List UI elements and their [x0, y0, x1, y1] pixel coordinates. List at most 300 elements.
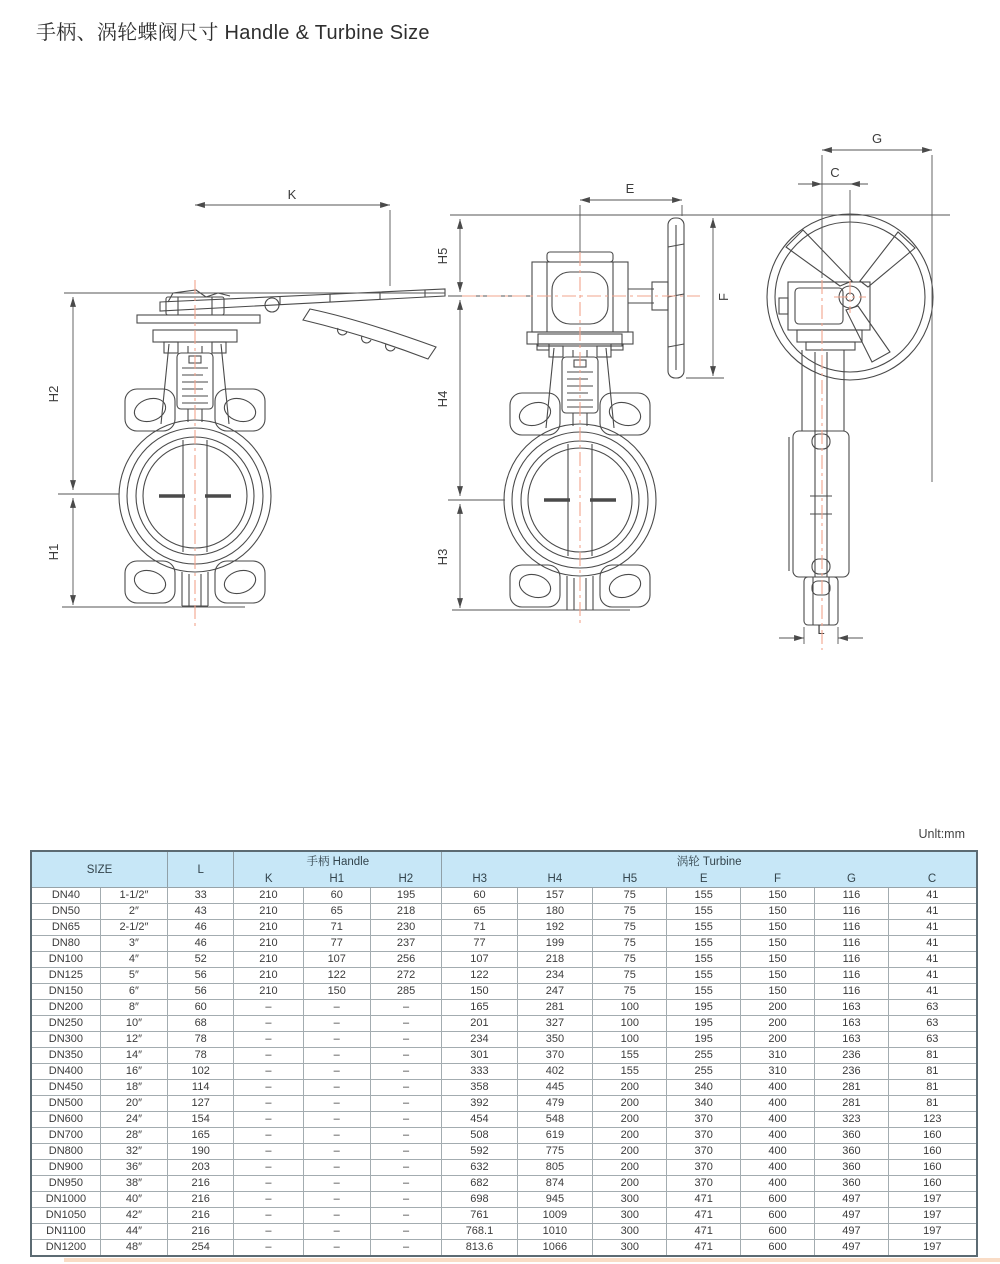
table-cell: –: [303, 1000, 370, 1016]
table-cell: DN700: [31, 1128, 100, 1144]
table-cell: 210: [234, 936, 303, 952]
table-cell: 114: [168, 1080, 234, 1096]
table-cell: 210: [234, 920, 303, 936]
table-cell: 18″: [100, 1080, 167, 1096]
table-cell: –: [234, 1224, 303, 1240]
header-h3: H3: [442, 870, 517, 888]
table-cell: 497: [815, 1240, 888, 1257]
dim-label-e: E: [625, 181, 635, 196]
table-cell: 619: [517, 1128, 592, 1144]
table-cell: –: [370, 1016, 441, 1032]
table-cell: 160: [888, 1128, 977, 1144]
table-cell: 60: [168, 1000, 234, 1016]
page-footer-accent: [64, 1258, 1000, 1262]
table-cell: 107: [303, 952, 370, 968]
header-l: L: [168, 851, 234, 888]
table-cell: 199: [517, 936, 592, 952]
table-cell: 155: [667, 968, 740, 984]
table-cell: 548: [517, 1112, 592, 1128]
table-cell: 163: [815, 1032, 888, 1048]
table-cell: 200: [593, 1112, 667, 1128]
table-cell: 508: [442, 1128, 517, 1144]
table-cell: 160: [888, 1176, 977, 1192]
table-cell: 44″: [100, 1224, 167, 1240]
table-cell: 237: [370, 936, 441, 952]
table-cell: –: [370, 1224, 441, 1240]
table-cell: 497: [815, 1208, 888, 1224]
table-cell: 200: [593, 1096, 667, 1112]
table-cell: 16″: [100, 1064, 167, 1080]
header-size: SIZE: [31, 851, 168, 888]
table-cell: 600: [740, 1208, 814, 1224]
table-cell: –: [234, 1016, 303, 1032]
table-cell: 102: [168, 1064, 234, 1080]
table-cell: –: [234, 1048, 303, 1064]
table-cell: 874: [517, 1176, 592, 1192]
table-cell: 157: [517, 888, 592, 904]
header-c: C: [888, 870, 977, 888]
table-cell: 155: [667, 888, 740, 904]
dim-label-l: L: [817, 622, 825, 637]
table-cell: –: [234, 1192, 303, 1208]
table-cell: 768.1: [442, 1224, 517, 1240]
table-cell: 116: [815, 904, 888, 920]
table-cell: 218: [370, 904, 441, 920]
table-cell: DN900: [31, 1160, 100, 1176]
header-h5: H5: [593, 870, 667, 888]
table-cell: 65: [442, 904, 517, 920]
table-cell: 370: [667, 1160, 740, 1176]
header-group-handle: 手柄 Handle: [234, 851, 442, 870]
table-cell: 116: [815, 888, 888, 904]
table-cell: 100: [593, 1032, 667, 1048]
table-cell: –: [370, 1240, 441, 1257]
dim-label-f: F: [716, 293, 731, 301]
table-cell: 60: [303, 888, 370, 904]
table-cell: 256: [370, 952, 441, 968]
table-cell: 195: [370, 888, 441, 904]
table-cell: 210: [234, 904, 303, 920]
table-cell: 272: [370, 968, 441, 984]
table-cell: 155: [667, 920, 740, 936]
table-row: [31, 1032, 977, 1048]
table-cell: –: [370, 1176, 441, 1192]
table-body: [31, 888, 977, 1257]
table-cell: 116: [815, 984, 888, 1000]
table-cell: 3″: [100, 936, 167, 952]
table-cell: 36″: [100, 1160, 167, 1176]
table-cell: –: [303, 1048, 370, 1064]
table-cell: 46: [168, 936, 234, 952]
table-cell: 154: [168, 1112, 234, 1128]
table-cell: 75: [593, 888, 667, 904]
table-cell: 234: [517, 968, 592, 984]
table-cell: 216: [168, 1192, 234, 1208]
table-cell: –: [370, 1112, 441, 1128]
header-g: G: [815, 870, 888, 888]
table-cell: 200: [593, 1144, 667, 1160]
header-h1: H1: [303, 870, 370, 888]
table-cell: 100: [593, 1000, 667, 1016]
table-cell: –: [370, 1144, 441, 1160]
table-cell: 201: [442, 1016, 517, 1032]
table-cell: 216: [168, 1208, 234, 1224]
table-cell: 400: [740, 1112, 814, 1128]
table-cell: 1-1/2″: [100, 888, 167, 904]
table-cell: 160: [888, 1160, 977, 1176]
table-row: [31, 1176, 977, 1192]
table-cell: 402: [517, 1064, 592, 1080]
table-cell: 454: [442, 1112, 517, 1128]
table-cell: 698: [442, 1192, 517, 1208]
table-cell: 150: [303, 984, 370, 1000]
table-cell: 600: [740, 1192, 814, 1208]
table-row: [31, 1208, 977, 1224]
table-cell: 203: [168, 1160, 234, 1176]
table-cell: 192: [517, 920, 592, 936]
table-cell: –: [370, 1128, 441, 1144]
table-cell: 14″: [100, 1048, 167, 1064]
table-cell: 195: [667, 1016, 740, 1032]
header-h2: H2: [370, 870, 441, 888]
table-cell: –: [370, 1048, 441, 1064]
table-cell: 281: [517, 1000, 592, 1016]
table-cell: 116: [815, 936, 888, 952]
table-row: [31, 1160, 977, 1176]
table-cell: 75: [593, 920, 667, 936]
table-cell: 68: [168, 1016, 234, 1032]
table-cell: 81: [888, 1080, 977, 1096]
table-cell: 155: [593, 1064, 667, 1080]
table-cell: 340: [667, 1080, 740, 1096]
table-cell: 400: [740, 1080, 814, 1096]
dim-label-h3: H3: [435, 548, 450, 566]
table-cell: 300: [593, 1192, 667, 1208]
table-cell: –: [303, 1032, 370, 1048]
table-cell: DN250: [31, 1016, 100, 1032]
table-cell: 32″: [100, 1144, 167, 1160]
table-cell: –: [234, 1112, 303, 1128]
table-cell: 392: [442, 1096, 517, 1112]
table-cell: –: [370, 1160, 441, 1176]
table-cell: 63: [888, 1032, 977, 1048]
table-cell: 150: [740, 936, 814, 952]
table-cell: 370: [517, 1048, 592, 1064]
table-cell: –: [303, 1080, 370, 1096]
table-cell: 190: [168, 1144, 234, 1160]
table-cell: 155: [667, 984, 740, 1000]
table-cell: 10″: [100, 1016, 167, 1032]
table-cell: 78: [168, 1032, 234, 1048]
table-cell: 63: [888, 1000, 977, 1016]
table-cell: 41: [888, 952, 977, 968]
table-cell: 1066: [517, 1240, 592, 1257]
table-cell: DN800: [31, 1144, 100, 1160]
table-cell: 255: [667, 1064, 740, 1080]
table-cell: –: [303, 1224, 370, 1240]
table-cell: 150: [740, 904, 814, 920]
table-cell: –: [370, 1208, 441, 1224]
table-cell: 234: [442, 1032, 517, 1048]
table-cell: DN1050: [31, 1208, 100, 1224]
dim-label-h2: H2: [46, 385, 61, 403]
table-cell: 333: [442, 1064, 517, 1080]
dim-label-h4: H4: [435, 390, 450, 408]
table-cell: 122: [442, 968, 517, 984]
table-cell: 281: [815, 1080, 888, 1096]
table-cell: 2″: [100, 904, 167, 920]
table-header: [31, 851, 977, 888]
table-cell: 71: [303, 920, 370, 936]
table-cell: –: [234, 1208, 303, 1224]
table-cell: 127: [168, 1096, 234, 1112]
table-cell: 813.6: [442, 1240, 517, 1257]
table-cell: 160: [888, 1144, 977, 1160]
table-cell: DN1100: [31, 1224, 100, 1240]
page-title: 手柄、涡轮蝶阀尺寸 Handle & Turbine Size: [36, 22, 430, 44]
table-cell: 5″: [100, 968, 167, 984]
table-cell: 197: [888, 1224, 977, 1240]
table-cell: –: [303, 1208, 370, 1224]
table-cell: 216: [168, 1176, 234, 1192]
table-cell: 600: [740, 1224, 814, 1240]
table-cell: DN40: [31, 888, 100, 904]
table-cell: 81: [888, 1096, 977, 1112]
table-cell: 163: [815, 1000, 888, 1016]
table-row: [31, 1096, 977, 1112]
table-cell: 56: [168, 984, 234, 1000]
table-cell: 360: [815, 1176, 888, 1192]
table-cell: 123: [888, 1112, 977, 1128]
table-cell: 75: [593, 984, 667, 1000]
table-cell: 471: [667, 1240, 740, 1257]
table-row: [31, 888, 977, 904]
table-cell: 78: [168, 1048, 234, 1064]
table-cell: –: [234, 1096, 303, 1112]
header-group-turbine: 涡轮 Turbine: [442, 851, 977, 870]
table-cell: 75: [593, 968, 667, 984]
table-cell: DN950: [31, 1176, 100, 1192]
table-row: [31, 968, 977, 984]
table-cell: 116: [815, 920, 888, 936]
table-cell: 254: [168, 1240, 234, 1257]
table-cell: 150: [740, 984, 814, 1000]
table-cell: DN100: [31, 952, 100, 968]
drawing-turbine-valve-front: [767, 131, 933, 650]
table-cell: 6″: [100, 984, 167, 1000]
table-cell: 360: [815, 1128, 888, 1144]
table-cell: 300: [593, 1240, 667, 1257]
table-cell: 155: [667, 952, 740, 968]
table-cell: 236: [815, 1064, 888, 1080]
table-cell: 761: [442, 1208, 517, 1224]
table-cell: 370: [667, 1112, 740, 1128]
table-cell: 100: [593, 1016, 667, 1032]
dimensions-table: [30, 850, 978, 1257]
table-cell: 200: [593, 1160, 667, 1176]
table-cell: –: [370, 1064, 441, 1080]
table-cell: –: [234, 1144, 303, 1160]
table-cell: 4″: [100, 952, 167, 968]
table-cell: 75: [593, 936, 667, 952]
table-cell: 81: [888, 1048, 977, 1064]
table-cell: 400: [740, 1160, 814, 1176]
dim-label-k: K: [287, 187, 297, 202]
table-cell: 350: [517, 1032, 592, 1048]
table-cell: DN1200: [31, 1240, 100, 1257]
table-cell: 285: [370, 984, 441, 1000]
table-cell: 150: [740, 968, 814, 984]
header-k: K: [234, 870, 303, 888]
table-cell: 200: [593, 1176, 667, 1192]
table-cell: 471: [667, 1192, 740, 1208]
table-row: [31, 1128, 977, 1144]
table-cell: 81: [888, 1064, 977, 1080]
table-cell: 775: [517, 1144, 592, 1160]
table-cell: –: [234, 1064, 303, 1080]
table-row: [31, 1224, 977, 1240]
table-cell: 122: [303, 968, 370, 984]
table-cell: 340: [667, 1096, 740, 1112]
table-cell: 400: [740, 1144, 814, 1160]
table-cell: 360: [815, 1160, 888, 1176]
table-cell: 400: [740, 1176, 814, 1192]
table-cell: 77: [303, 936, 370, 952]
table-cell: DN350: [31, 1048, 100, 1064]
table-cell: DN65: [31, 920, 100, 936]
table-cell: 71: [442, 920, 517, 936]
table-cell: 116: [815, 952, 888, 968]
table-cell: 165: [168, 1128, 234, 1144]
table-cell: 210: [234, 952, 303, 968]
table-row: [31, 952, 977, 968]
table-row: [31, 1048, 977, 1064]
table-cell: –: [303, 1192, 370, 1208]
table-cell: 63: [888, 1016, 977, 1032]
table-cell: 310: [740, 1048, 814, 1064]
table-cell: –: [370, 1192, 441, 1208]
table-cell: 1010: [517, 1224, 592, 1240]
table-cell: 445: [517, 1080, 592, 1096]
table-cell: –: [370, 1096, 441, 1112]
table-cell: 200: [740, 1000, 814, 1016]
table-cell: –: [303, 1096, 370, 1112]
table-cell: 41: [888, 920, 977, 936]
table-cell: –: [370, 1032, 441, 1048]
table-row: [31, 1064, 977, 1080]
table-cell: –: [303, 1064, 370, 1080]
table-cell: –: [303, 1176, 370, 1192]
table-cell: –: [234, 1240, 303, 1257]
table-cell: 281: [815, 1096, 888, 1112]
table-cell: 200: [740, 1016, 814, 1032]
table-cell: 150: [740, 920, 814, 936]
header-e: E: [667, 870, 740, 888]
table-cell: 28″: [100, 1128, 167, 1144]
table-cell: 65: [303, 904, 370, 920]
table-cell: –: [234, 1080, 303, 1096]
unit-label: Unlt:mm: [918, 827, 965, 841]
table-cell: 197: [888, 1192, 977, 1208]
table-cell: 479: [517, 1096, 592, 1112]
table-cell: 471: [667, 1224, 740, 1240]
table-cell: 155: [667, 904, 740, 920]
drawing-turbine-valve-side: [435, 181, 950, 626]
table-cell: 230: [370, 920, 441, 936]
table-cell: –: [370, 1080, 441, 1096]
table-cell: 41: [888, 888, 977, 904]
table-cell: 632: [442, 1160, 517, 1176]
table-cell: 200: [593, 1128, 667, 1144]
table-cell: 360: [815, 1144, 888, 1160]
table-cell: 300: [593, 1224, 667, 1240]
table-cell: –: [303, 1160, 370, 1176]
table-cell: 255: [667, 1048, 740, 1064]
table-row: [31, 1144, 977, 1160]
table-row: [31, 920, 977, 936]
table-cell: 210: [234, 968, 303, 984]
table-cell: 247: [517, 984, 592, 1000]
table-cell: 1009: [517, 1208, 592, 1224]
table-cell: 116: [815, 968, 888, 984]
table-cell: 216: [168, 1224, 234, 1240]
table-cell: 155: [667, 936, 740, 952]
table-cell: DN1000: [31, 1192, 100, 1208]
table-cell: 210: [234, 888, 303, 904]
drawing-handle-valve: [46, 187, 445, 628]
table-cell: 60: [442, 888, 517, 904]
table-cell: 400: [740, 1128, 814, 1144]
table-cell: –: [303, 1240, 370, 1257]
table-cell: 43: [168, 904, 234, 920]
table-cell: 497: [815, 1192, 888, 1208]
table-row: [31, 936, 977, 952]
table-cell: 41: [888, 936, 977, 952]
table-cell: 323: [815, 1112, 888, 1128]
table-row: [31, 984, 977, 1000]
table-cell: 180: [517, 904, 592, 920]
table-cell: DN80: [31, 936, 100, 952]
technical-drawings: [0, 110, 1000, 830]
table-row: [31, 1016, 977, 1032]
table-row: [31, 1112, 977, 1128]
table-cell: –: [234, 1160, 303, 1176]
table-cell: 210: [234, 984, 303, 1000]
table-cell: 56: [168, 968, 234, 984]
table-cell: DN125: [31, 968, 100, 984]
table-cell: 400: [740, 1096, 814, 1112]
table-cell: 197: [888, 1240, 977, 1257]
table-cell: 41: [888, 904, 977, 920]
table-cell: –: [303, 1128, 370, 1144]
table-cell: DN600: [31, 1112, 100, 1128]
table-cell: 150: [740, 952, 814, 968]
dim-label-h5: H5: [435, 247, 450, 265]
table-cell: 236: [815, 1048, 888, 1064]
table-cell: 75: [593, 904, 667, 920]
table-cell: 163: [815, 1016, 888, 1032]
table-cell: 41: [888, 968, 977, 984]
table-cell: DN500: [31, 1096, 100, 1112]
table-cell: 75: [593, 952, 667, 968]
table-cell: 218: [517, 952, 592, 968]
table-cell: –: [234, 1128, 303, 1144]
table-cell: 370: [667, 1128, 740, 1144]
table-cell: 310: [740, 1064, 814, 1080]
table-cell: 33: [168, 888, 234, 904]
table-cell: 12″: [100, 1032, 167, 1048]
table-cell: 150: [740, 888, 814, 904]
